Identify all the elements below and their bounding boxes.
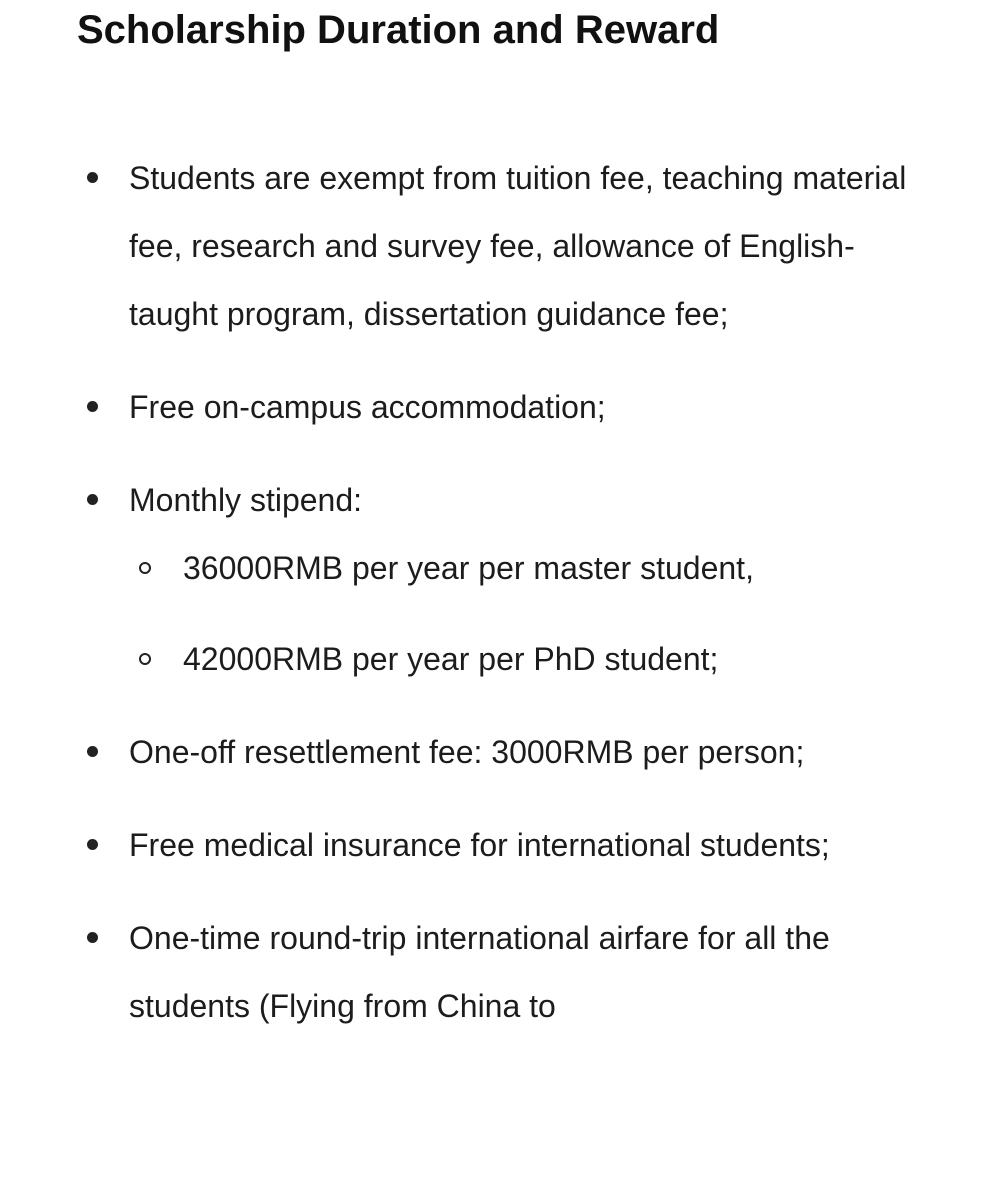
list-item xyxy=(0,373,993,441)
list-item xyxy=(0,144,993,348)
sublist-item xyxy=(129,625,933,693)
list-item-text: Monthly stipend: xyxy=(129,482,363,518)
list-item-text: Free on-campus accommodation; xyxy=(129,389,606,425)
benefits-list xyxy=(0,144,993,1065)
sublist-item-text: 42000RMB per year per PhD student; xyxy=(183,641,719,677)
list-item-text: One-off resettlement fee: 3000RMB per person; xyxy=(129,734,805,770)
list-item-text: One-time round-trip international airfare for all the students (Flying from China to xyxy=(129,920,830,1024)
list-item xyxy=(0,718,993,786)
sublist-item xyxy=(129,534,933,602)
sublist-item-text: 36000RMB per year per master student, xyxy=(183,550,754,586)
list-item xyxy=(0,811,993,879)
stipend-sublist xyxy=(129,534,933,693)
list-item-text: Free medical insurance for international students; xyxy=(129,827,830,863)
section-heading: Scholarship Duration and Reward xyxy=(77,8,720,52)
list-item xyxy=(0,904,993,1040)
list-item xyxy=(0,466,993,693)
list-item-text: Students are exempt from tuition fee, teaching material fee, research and survey fee, allowance of English-taught program, dissertation guidance fee; xyxy=(129,160,907,332)
